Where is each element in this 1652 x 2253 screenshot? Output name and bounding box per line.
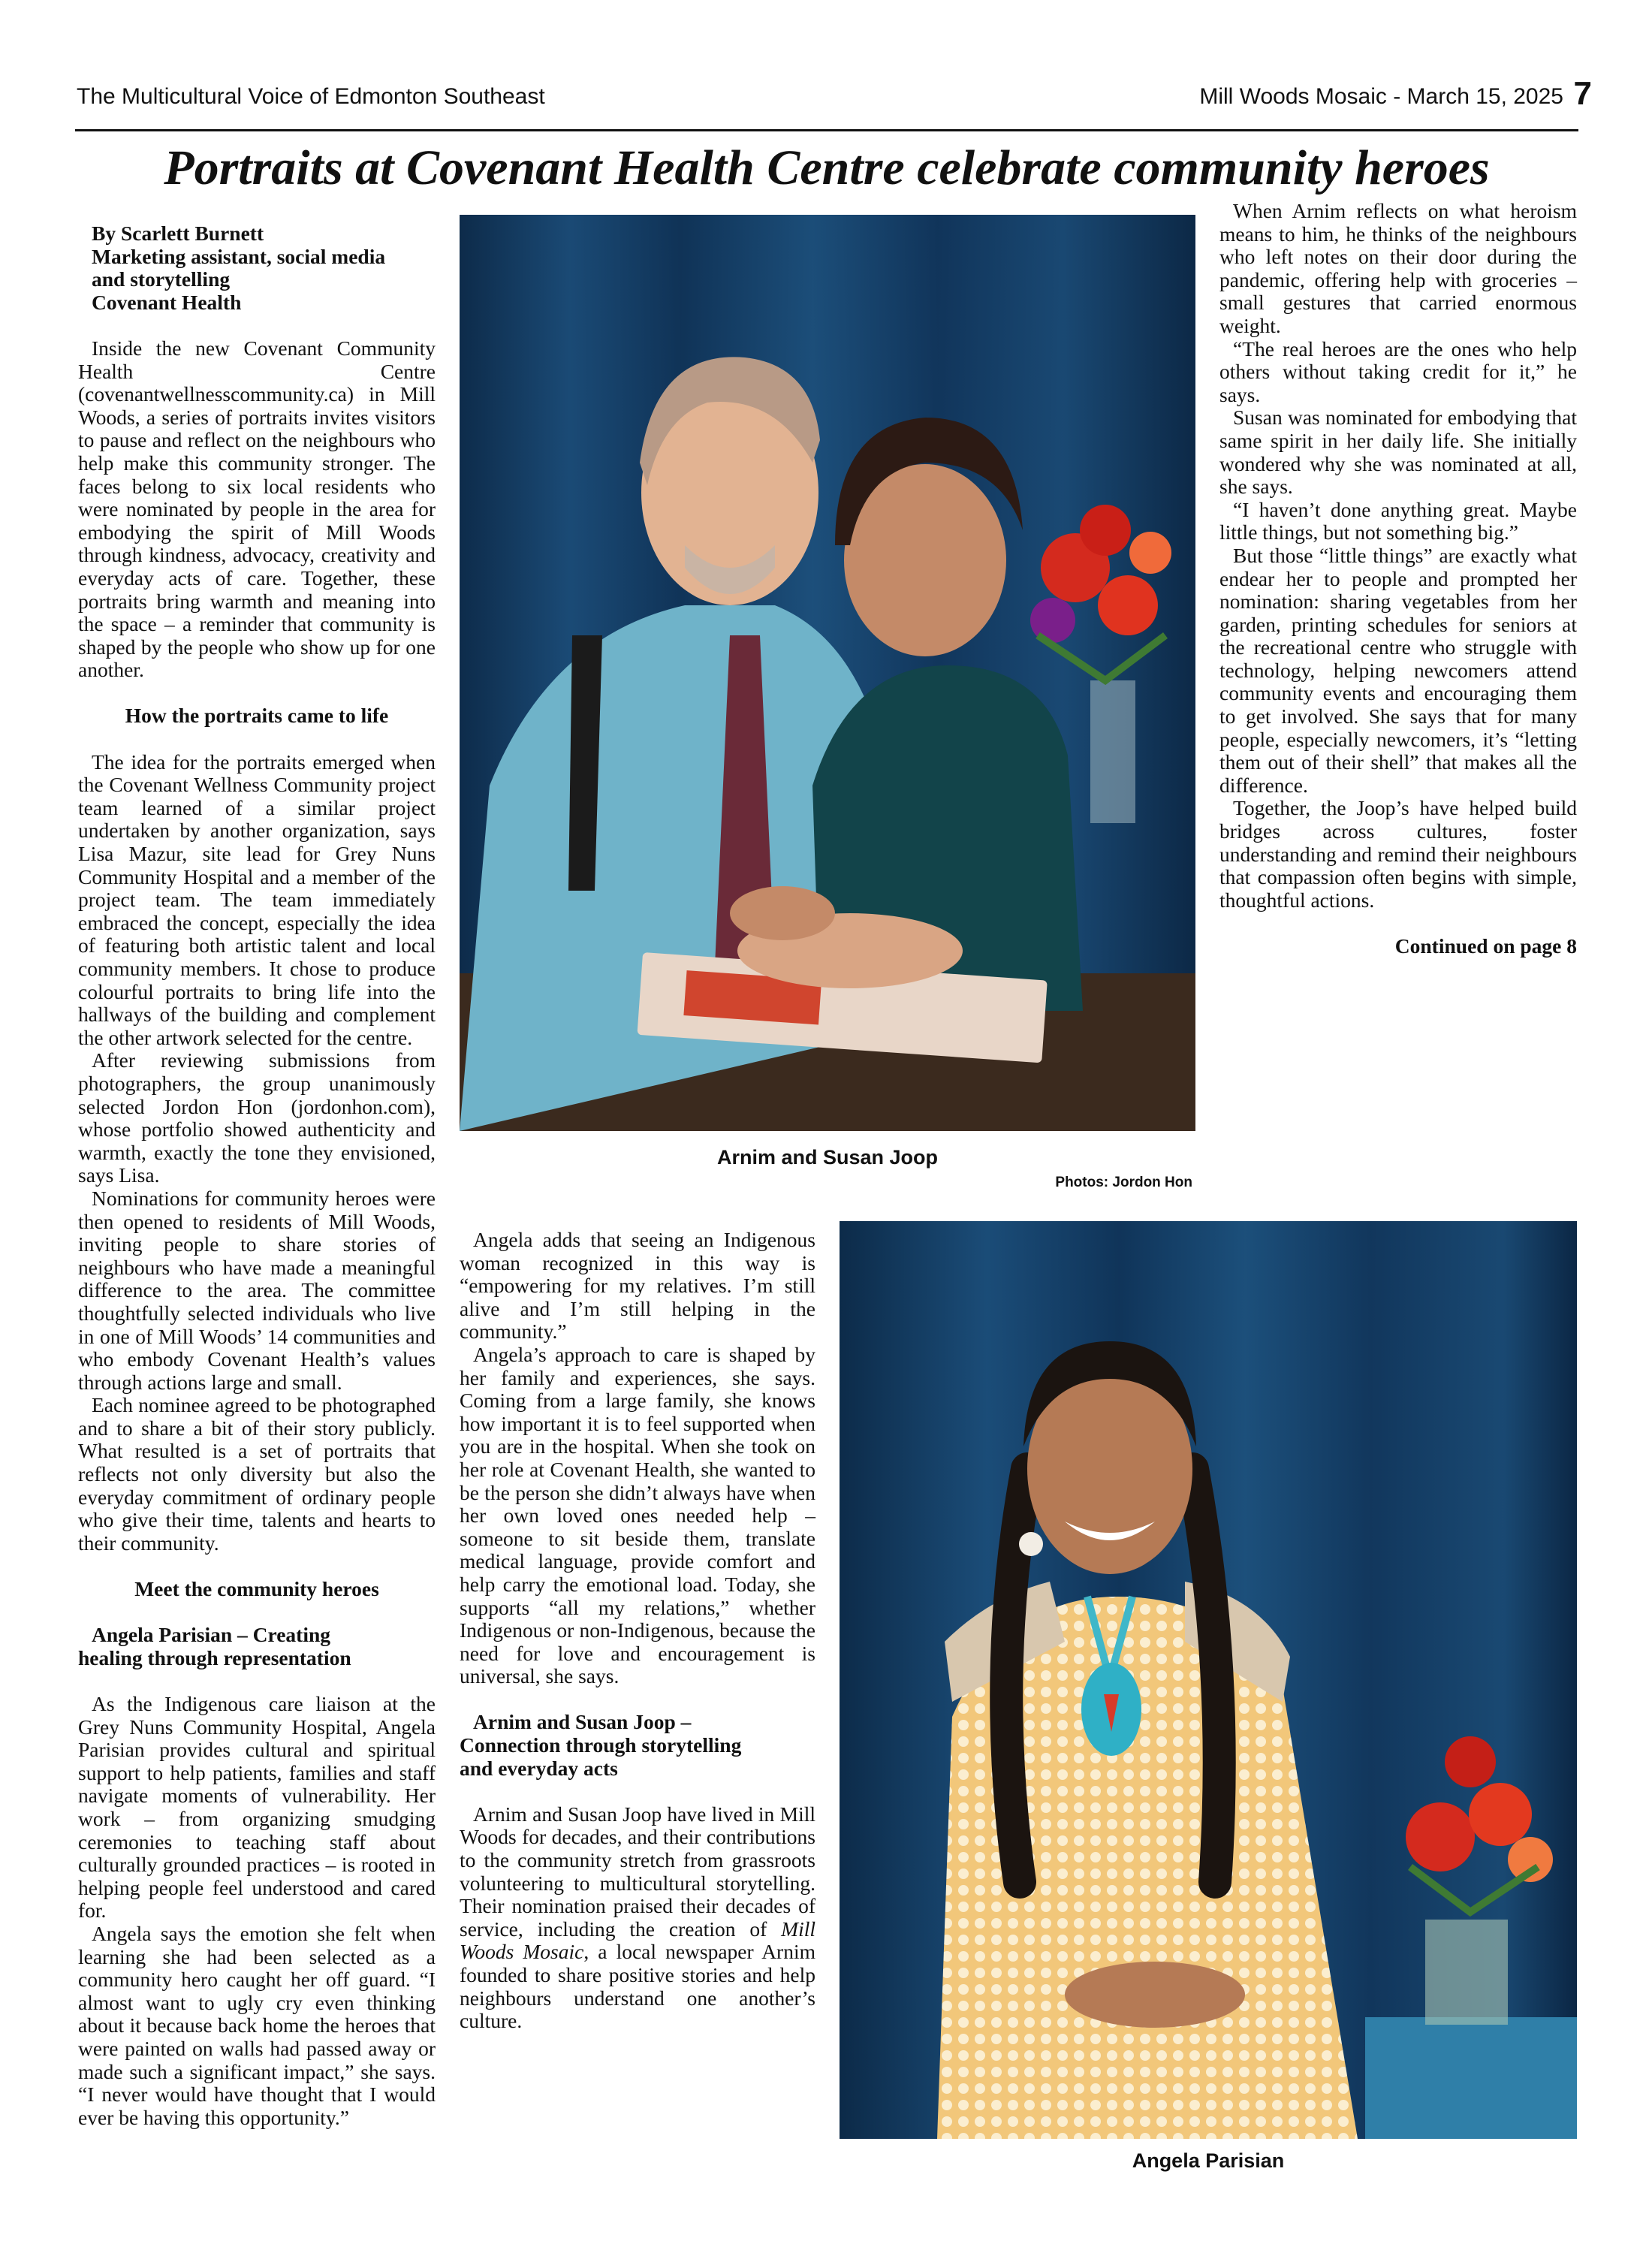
spacer — [78, 314, 436, 337]
photo-illustration — [460, 215, 1195, 1131]
headline: Portraits at Covenant Health Centre celebrate community heroes — [164, 140, 1490, 195]
paragraph: But those “little things” are exactly what endear her to people and prompted her nomination: sharing vegetables from her garden, printing schedules for seniors at the recreational centre who struggle with technology, helping newcomers attend community events and encouraging them to get involved. She says that for many people, especially newcomers, it’s “letting them out of their shell” that makes all the difference. — [1219, 543, 1577, 797]
subhead-angela-parisian: Angela Parisian – Creating — [92, 1623, 331, 1647]
subhead-joop-cont-2: and everyday acts — [460, 1756, 618, 1780]
caption-arnim-susan-joop: Arnim and Susan Joop — [716, 1146, 939, 1169]
text-run: , a local newspaper Arnim founded to share positive stories and help neighbours understand one another’s culture. — [460, 1940, 815, 2033]
paragraph: Together, the Joop’s have helped build bridges across cultures, foster understanding and remind their neighbours that compassion often begins with simple, thoughtful actions. — [1219, 796, 1577, 912]
text-run: Arnim and Susan Joop have lived in Mill Woods for decades, and their contributions to the community stretch from grassroots volunteering to multicultural storytelling. Their nomination praised their decades of service, including the creation of — [460, 1802, 815, 1941]
byline-role: Marketing assistant, social media — [92, 244, 386, 268]
continued-on-page[interactable]: Continued on page 8 — [1394, 934, 1577, 958]
byline-author: By Scarlett Burnett — [92, 222, 264, 245]
article-column-1 — [78, 222, 436, 2129]
spacer — [78, 1555, 436, 1578]
spacer — [460, 1688, 815, 1712]
photo-arnim-susan-joop — [460, 215, 1195, 1131]
publication-name: Mill Woods Mosaic — [460, 1917, 815, 1964]
paragraph-joop-intro — [460, 1803, 815, 2033]
paragraph: Angela’s approach to care is shaped by her family and experiences, she says. Coming from a large family, she knows how important it is to feel supported when you are in the hospital. When she took on her role at Covenant Health, she wanted to be the person she didn’t always have when her own loved ones needed help – someone to sit beside them, translate medical language, provide comfort and help carry the emotional load. Today, she supports “all my relations,” whether Indigenous or non-Indigenous, because the need for love and encouragement is universal, she says. — [460, 1342, 815, 1688]
byline-role-cont: and storytelling — [92, 267, 231, 291]
paragraph: Susan was nominated for embodying that same spirit in her daily life. She initially wondered why she was nominated at all, she says. — [1219, 406, 1577, 499]
paragraph: After reviewing submissions from photographers, the group unanimously selected Jordon Hon (jordonhon.com), whose portfolio showed authenticity and warmth, exactly the tone they envisioned, says Lisa. — [78, 1048, 436, 1187]
running-head-issue-date: Mill Woods Mosaic - March 15, 2025 — [1199, 84, 1563, 109]
paragraph: “I haven’t done anything great. Maybe little things, but not something big.” — [1219, 497, 1577, 544]
paragraph: Nominations for community heroes were then opened to residents of Mill Woods, inviting people to share stories of neighbours who have made a meaningful difference to the area. The committee thoughtfully selected individuals who live in one of Mill Woods’ 14 communities and who embody Covenant Health’s values through actions large and small. — [78, 1186, 436, 1394]
paragraph: As the Indigenous care liaison at the Grey Nuns Community Hospital, Angela Parisian provides cultural and spiritual support to help patients, families and staff navigate moments of vulnerability. Her work – from organizing smudging ceremonies to teaching staff about culturally grounded practices – is rooted in helping people feel understood and cared for. — [78, 1692, 436, 1923]
paragraph: The idea for the portraits emerged when the Covenant Wellness Community project team learned of a similar project undertaken by another organization, says Lisa Mazur, site lead for Grey Nuns Community Hospital and a member of the project team. The team immediately embraced the concept, especially the idea of featuring both artistic talent and local community members. It chose to produce colourful portraits to bring life into the hallways of the building and complement the other artwork selected for the centre. — [78, 749, 436, 1049]
paragraph: Angela says the emotion she felt when learning she had been selected as a community hero caught her off guard. “I almost want to ugly cry even thinking about it because back home the heroes that were painted on walls had passed away or made such a significant impact,” she says. “I never would have thought that I would ever be having this opportunity.” — [78, 1921, 436, 2129]
subhead-joop-cont: Connection through storytelling — [460, 1733, 742, 1757]
spacer — [460, 1780, 815, 1803]
caption-angela-parisian: Angela Parisian — [1132, 2149, 1285, 2172]
spacer — [78, 682, 436, 705]
page-number: 7 — [1573, 75, 1592, 112]
paragraph: “The real heroes are the ones who help others without taking credit for it,” he says. — [1219, 336, 1577, 406]
spacer — [78, 1669, 436, 1693]
subhead-community-heroes: Meet the community heroes — [134, 1577, 379, 1601]
paragraph: Each nominee agreed to be photographed and to share a bit of their story publicly. What resulted is a set of portraits that reflects not only diversity but also the everyday commitment of ordinary people who give their time, talents and hearts to their community. — [78, 1393, 436, 1555]
spacer — [1219, 912, 1577, 935]
subhead-angela-parisian-cont: healing through representation — [78, 1645, 351, 1669]
spacer — [78, 728, 436, 751]
paragraph-intro: Inside the new Covenant Community Health Centre (covenantwellnesscommunity.ca) in Mill Woods, a series of portraits invites visitors to pause and reflect on the neighbours who help make this community stronger. The faces belong to six local residents who were nominated by people in the area for embodying the spirit of Mill Woods through kindness, advocacy, creativity and everyday acts of care. Together, these portraits bring warmth and meaning into the space – a reminder that community is shaped by the people who show up for one another. — [78, 336, 436, 682]
article-column-2 — [460, 1228, 815, 2033]
photo-credit: Photos: Jordon Hon — [1055, 1175, 1192, 1190]
masthead-rule — [75, 129, 1578, 131]
subhead-joop: Arnim and Susan Joop – — [473, 1710, 692, 1734]
article-column-3 — [1219, 200, 1577, 1169]
spacer — [78, 1601, 436, 1624]
photo-illustration — [840, 1221, 1577, 2139]
running-head-publication-tagline: The Multicultural Voice of Edmonton Southeast — [77, 84, 545, 109]
paragraph: Angela adds that seeing an Indigenous woman recognized in this way is “empowering for my relatives. I’m still alive and I’m still helping in the community.” — [460, 1228, 815, 1344]
paragraph: When Arnim reflects on what heroism means to him, he thinks of the neighbours who left notes on their door during the pandemic, offering help with groceries – small gestures that carried enormous weight. — [1219, 199, 1577, 337]
subhead-portraits-origin: How the portraits came to life — [125, 704, 389, 728]
byline-organization: Covenant Health — [92, 290, 242, 314]
photo-angela-parisian — [840, 1221, 1577, 2139]
